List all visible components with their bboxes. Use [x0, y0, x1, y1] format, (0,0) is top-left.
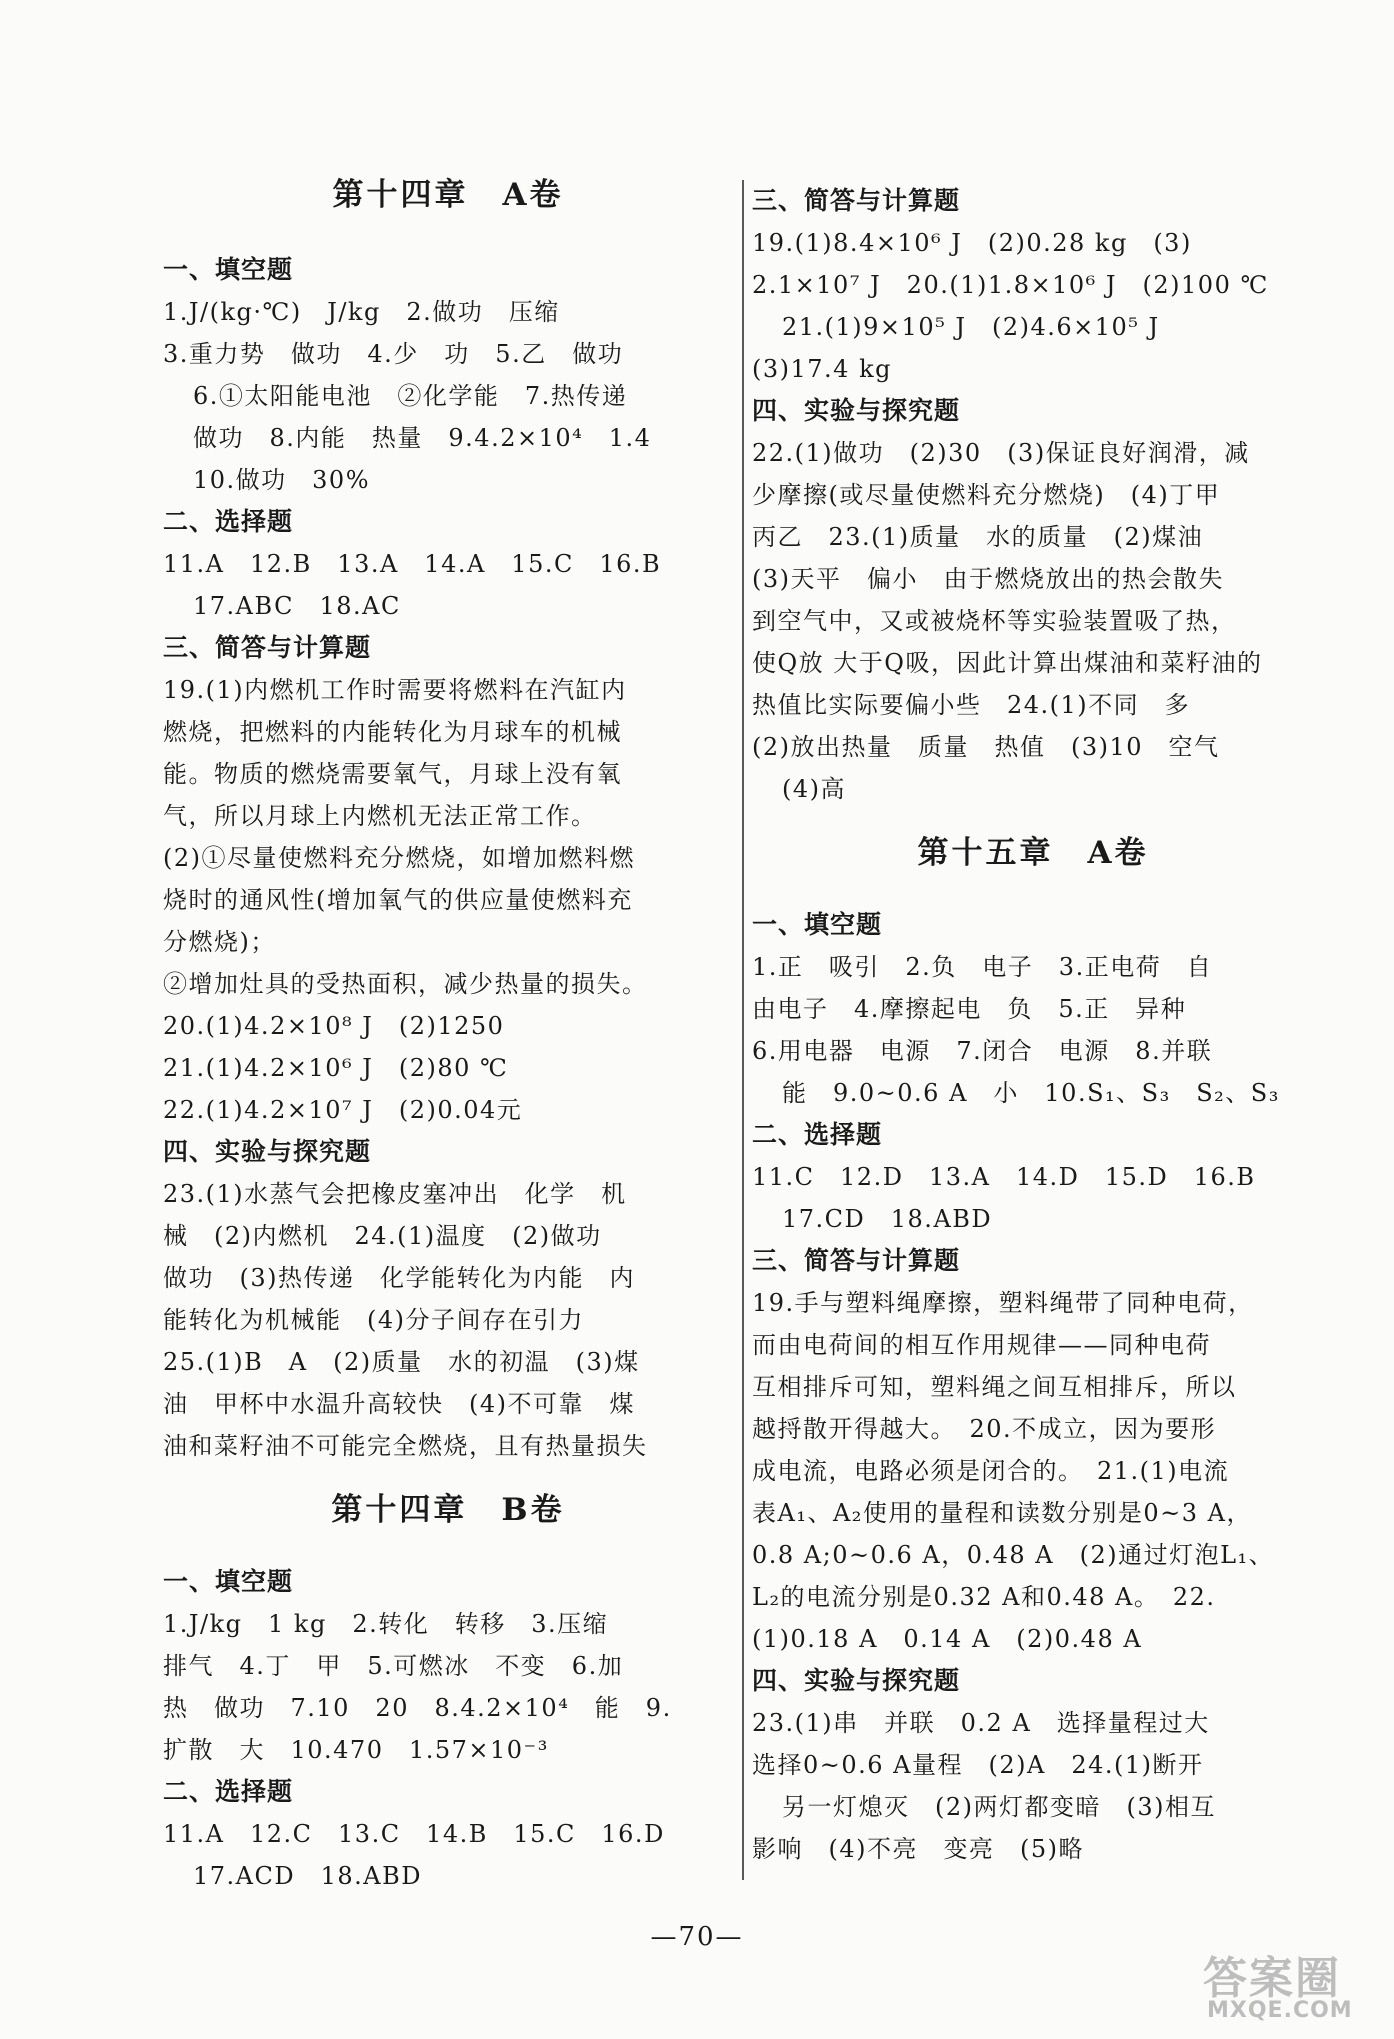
- text-line: 17.CD 18.ABD: [782, 1205, 993, 1233]
- text-line: 热值比实际要偏小些 24.(1)不同 多: [752, 691, 1191, 719]
- text-line: 影响 (4)不亮 变亮 (5)略: [752, 1835, 1084, 1863]
- text-line: 20.(1)4.2×10⁸ J (2)1250: [163, 1012, 505, 1040]
- text-line: ②增加灶具的受热面积，减少热量的损失。: [163, 970, 648, 998]
- text-line: 2.1×10⁷ J 20.(1)1.8×10⁶ J (2)100 ℃: [752, 271, 1269, 299]
- section-heading: 三、简答与计算题: [752, 1246, 961, 1275]
- text-line: 19.手与塑料绳摩擦，塑料绳带了同种电荷，: [752, 1289, 1254, 1317]
- text-line: 油和菜籽油不可能完全燃烧，且有热量损失: [163, 1432, 648, 1460]
- text-line: 23.(1)串 并联 0.2 A 选择量程过大: [752, 1709, 1210, 1737]
- text-line: 扩散 大 10.470 1.57×10⁻³: [163, 1736, 549, 1764]
- text-line: 另一灯熄灭 (2)两灯都变暗 (3)相互: [782, 1793, 1216, 1821]
- text-line: 到空气中，又或被烧杯等实验装置吸了热，: [752, 607, 1237, 635]
- page-number: —70—: [650, 1922, 744, 1952]
- text-line: 气，所以月球上内燃机无法正常工作。: [163, 802, 597, 830]
- text-line: 21.(1)9×10⁵ J (2)4.6×10⁵ J: [782, 313, 1160, 341]
- text-line: 做功 (3)热传递 化学能转化为内能 内: [163, 1264, 635, 1292]
- section-heading: 三、简答与计算题: [163, 633, 372, 662]
- text-line: L₂的电流分别是0.32 A和0.48 A。 22.: [752, 1583, 1216, 1611]
- chapter-title: 第十五章 A卷: [917, 835, 1149, 871]
- text-line: 1.J/(kg·℃) J/kg 2.做功 压缩: [163, 298, 560, 326]
- text-line: 23.(1)水蒸气会把橡皮塞冲出 化学 机: [163, 1180, 627, 1208]
- text-line: 能 9.0~0.6 A 小 10.S₁、S₃ S₂、S₃: [782, 1079, 1280, 1107]
- text-line: 17.ACD 18.ABD: [193, 1862, 422, 1890]
- section-heading: 三、简答与计算题: [752, 186, 961, 215]
- section-heading: 一、填空题: [752, 910, 883, 939]
- text-line: 排气 4.丁 甲 5.可燃冰 不变 6.加: [163, 1652, 624, 1680]
- section-heading: 一、填空题: [163, 255, 294, 284]
- text-line: 成电流，电路必须是闭合的。 21.(1)电流: [752, 1457, 1230, 1485]
- text-line: 1.J/kg 1 kg 2.转化 转移 3.压缩: [163, 1610, 609, 1638]
- chapter-title: 第十四章 B卷: [331, 1492, 565, 1528]
- text-line: 能转化为机械能 (4)分子间存在引力: [163, 1306, 584, 1334]
- watermark-logo: [1195, 1942, 1385, 2032]
- text-line: 少摩擦(或尽量使燃料充分燃烧) (4)丁甲: [752, 481, 1221, 509]
- text-line: 21.(1)4.2×10⁶ J (2)80 ℃: [163, 1054, 509, 1082]
- section-heading: 四、实验与探究题: [163, 1137, 372, 1166]
- text-line: 而由电荷间的相互作用规律——同种电荷: [752, 1331, 1211, 1359]
- text-line: 6.用电器 电源 7.闭合 电源 8.并联: [752, 1037, 1213, 1065]
- section-heading: 二、选择题: [163, 507, 294, 536]
- text-line: (3)17.4 kg: [752, 355, 892, 383]
- text-line: 选择0~0.6 A量程 (2)A 24.(1)断开: [752, 1751, 1204, 1779]
- text-line: 燃烧，把燃料的内能转化为月球车的机械: [163, 718, 622, 746]
- text-line: 25.(1)B A (2)质量 水的初温 (3)煤: [163, 1348, 640, 1376]
- text-line: 11.A 12.B 13.A 14.A 15.C 16.B: [163, 550, 662, 578]
- section-heading: 一、填空题: [163, 1567, 294, 1596]
- text-line: 能。物质的燃烧需要氧气，月球上没有氧: [163, 760, 622, 788]
- text-line: 17.ABC 18.AC: [193, 592, 401, 620]
- watermark-text: 答案圈: [1203, 1953, 1341, 2004]
- text-line: 互相排斥可知，塑料绳之间互相排斥，所以: [752, 1373, 1237, 1401]
- text-line: (2)①尽量使燃料充分燃烧，如增加燃料燃: [163, 844, 635, 872]
- text-line: (3)天平 偏小 由于燃烧放出的热会散失: [752, 565, 1224, 593]
- text-line: (4)高: [782, 775, 846, 803]
- text-line: 使Q放 大于Q吸，因此计算出煤油和菜籽油的: [752, 649, 1263, 677]
- text-line: 19.(1)8.4×10⁶ J (2)0.28 kg (3): [752, 229, 1192, 257]
- text-line: 11.A 12.C 13.C 14.B 15.C 16.D: [163, 1820, 665, 1848]
- text-line: 丙乙 23.(1)质量 水的质量 (2)煤油: [752, 523, 1204, 551]
- text-line: 烧时的通风性(增加氧气的供应量使燃料充: [163, 886, 633, 914]
- section-heading: 二、选择题: [752, 1120, 883, 1149]
- text-line: 油 甲杯中水温升高较快 (4)不可靠 煤: [163, 1390, 635, 1418]
- text-line: (1)0.18 A 0.14 A (2)0.48 A: [752, 1625, 1143, 1653]
- text-line: 表A₁、A₂使用的量程和读数分别是0~3 A，: [752, 1499, 1253, 1527]
- section-heading: 四、实验与探究题: [752, 396, 961, 425]
- watermark-url: MXQE.COM: [1207, 1998, 1353, 2023]
- text-line: 越捋散开得越大。 20.不成立，因为要形: [752, 1415, 1217, 1443]
- text-line: 由电子 4.摩擦起电 负 5.正 异种: [752, 995, 1187, 1023]
- text-line: 19.(1)内燃机工作时需要将燃料在汽缸内: [163, 676, 627, 704]
- text-line: 分燃烧)；: [163, 928, 276, 956]
- text-line: (2)放出热量 质量 热值 (3)10 空气: [752, 733, 1220, 761]
- column-divider: [742, 180, 744, 1880]
- text-line: 1.正 吸引 2.负 电子 3.正电荷 自: [752, 953, 1213, 981]
- text-line: 做功 8.内能 热量 9.4.2×10⁴ 1.4: [193, 424, 652, 452]
- text-line: 械 (2)内燃机 24.(1)温度 (2)做功: [163, 1222, 602, 1250]
- chapter-title: 第十四章 A卷: [332, 177, 564, 213]
- text-line: 22.(1)做功 (2)30 (3)保证良好润滑，减: [752, 439, 1250, 467]
- text-line: 热 做功 7.10 20 8.4.2×10⁴ 能 9.: [163, 1694, 672, 1722]
- text-line: 11.C 12.D 13.A 14.D 15.D 16.B: [752, 1163, 1256, 1191]
- text-line: 0.8 A;0~0.6 A，0.48 A (2)通过灯泡L₁、: [752, 1541, 1275, 1569]
- section-heading: 二、选择题: [163, 1777, 294, 1806]
- section-heading: 四、实验与探究题: [752, 1666, 961, 1695]
- text-line: 6.①太阳能电池 ②化学能 7.热传递: [193, 382, 628, 410]
- text-line: 22.(1)4.2×10⁷ J (2)0.04元: [163, 1096, 523, 1124]
- text-line: 10.做功 30%: [193, 466, 371, 494]
- text-line: 3.重力势 做功 4.少 功 5.乙 做功: [163, 340, 624, 368]
